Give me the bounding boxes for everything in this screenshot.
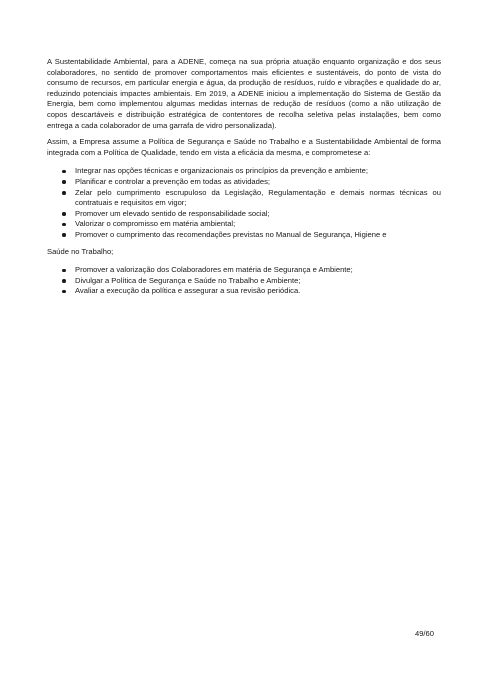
page-number: 49/60	[414, 629, 434, 638]
list-item: Promover o cumprimento das recomendações previstas no Manual de Segurança, Higiene e	[47, 230, 441, 241]
list-item: Zelar pelo cumprimento escrupuloso da Legislação, Regulamentação e demais normas técnicas ou contratuais e requisitos em vigor;	[47, 188, 441, 209]
commitment-list	[47, 166, 441, 240]
list-item: Planificar e controlar a prevenção em todas as atividades;	[47, 177, 441, 188]
list-continuation: Saúde no Trabalho;	[47, 246, 114, 256]
list-item: Avaliar a execução da política e assegurar a sua revisão periódica.	[47, 286, 441, 297]
list-item: Promover a valorização dos Colaboradores em matéria de Segurança e Ambiente;	[47, 265, 441, 276]
list-item: Valorizar o compromisso em matéria ambiental;	[47, 219, 441, 230]
commitment-list-continued	[47, 265, 441, 297]
paragraph-commitment: Assim, a Empresa assume a Política de Segurança e Saúde no Trabalho e a Sustentabilidade Ambiental de forma integrada com a Política de Qualidade, tendo em vista a eficácia da mesma, e comprometese a:	[47, 137, 441, 157]
paragraph-sustainability: A Sustentabilidade Ambiental, para a ADENE, começa na sua própria atuação enquanto organização e dos seus colaboradores, no sentido de promover comportamentos mais eficientes e sustentáveis, do ponto de vista do consumo de recursos, em particular energia e água, da produção de resíduos, ruído e vibrações e qualidade do ar, reduzindo potenciais impactes ambientais. Em 2019, a ADENE iniciou a implementação do Sistema de Gestão da Energia, bem como implementou algumas medidas internas de redução de resíduos (como a não utilização de copos descartáveis e distribuição estratégica de contentores de recolha seletiva pelas instalações, bem como entrega a cada colaborador de uma garrafa de vidro personalizada).	[47, 57, 441, 130]
document-body	[47, 57, 441, 303]
list-item: Promover um elevado sentido de responsabilidade social;	[47, 209, 441, 220]
list-item: Divulgar a Política de Segurança e Saúde no Trabalho e Ambiente;	[47, 276, 441, 287]
list-item: Integrar nas opções técnicas e organizacionais os princípios da prevenção e ambiente;	[47, 166, 441, 177]
